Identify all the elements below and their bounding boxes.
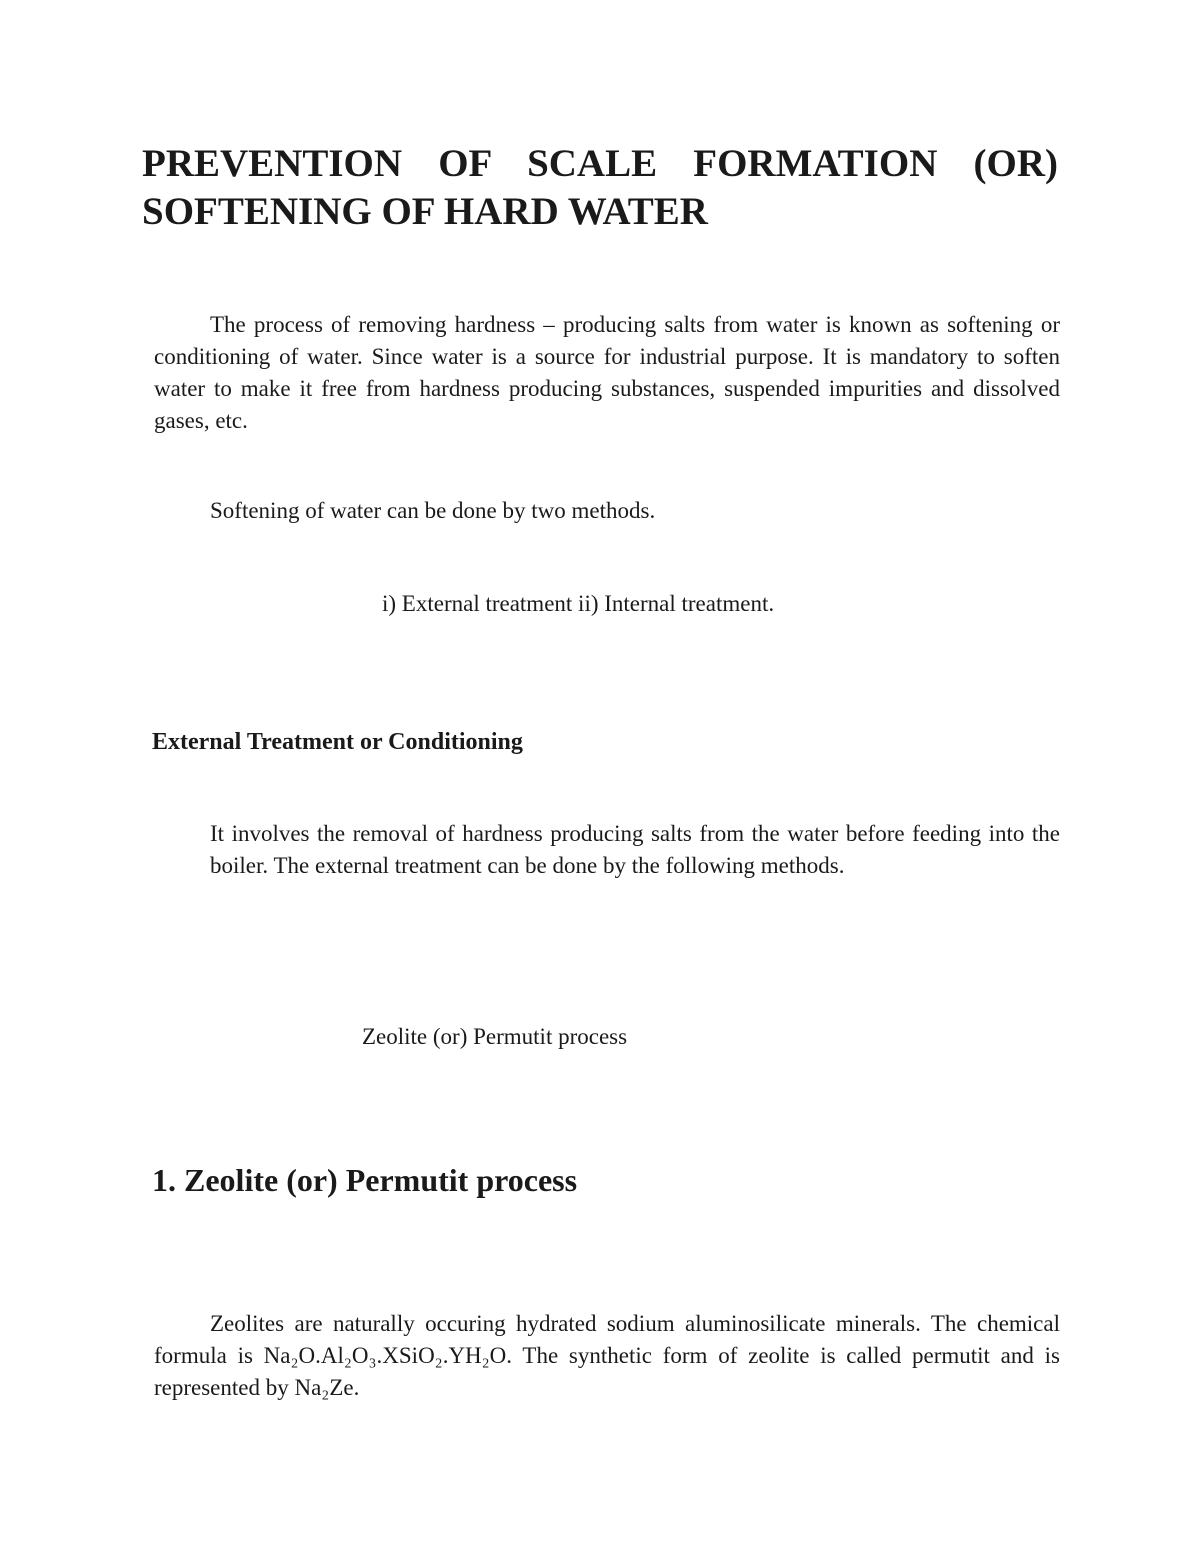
external-method-item: Zeolite (or) Permutit process [362,1024,628,1049]
methods-list: i) External treatment ii) Internal treatment. [382,591,775,616]
external-treatment-paragraph: It involves the removal of hardness producing salts from the water before feeding into the boiler. The external treatment can be done by the following methods. [210,821,1060,878]
methods-intro: Softening of water can be done by two methods. [210,498,656,523]
page-title: PREVENTION OF SCALE FORMATION (OR) SOFTENING OF HARD WATER [142,142,1058,233]
intro-paragraph: The process of removing hardness – producing salts from water is known as softening or conditioning of water. Since water is a source for industrial purpose. It is mandatory to soften water to make it free from hardness producing substances, suspended impurities and dissolved gases, etc. [154,312,1060,433]
external-treatment-heading: External Treatment or Conditioning [152,729,523,755]
zeolite-section-heading: 1. Zeolite (or) Permutit process [152,1162,578,1198]
zeolite-paragraph: Zeolites are naturally occuring hydrated sodium aluminosilicate minerals. The chemical formula is Na₂O.Al₂O₃.XSiO₂.YH₂O. The synthetic form of zeolite is called permutit and is represented by Na₂Ze. [154,1311,1060,1400]
